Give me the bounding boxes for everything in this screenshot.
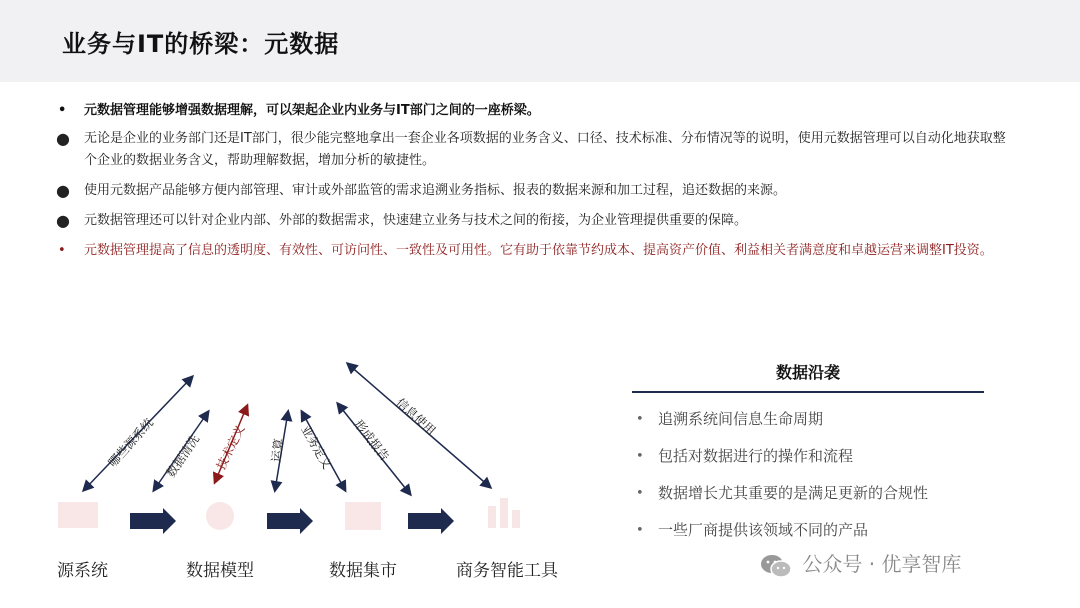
- label-info-use: 信息使用: [393, 395, 439, 439]
- bullet-text: 元数据管理提高了信息的透明度、有效性、可访问性、一致性及可用性。它有助于依靠节约成本、提高资产价值、利益相关者满意度和卓越运营来调整IT投资。: [84, 243, 993, 258]
- flow-arrow-1: [130, 508, 176, 534]
- source-system-icon: [58, 502, 98, 528]
- label-data-cleansing: 数据清洗: [163, 432, 203, 480]
- bullet-list: [58, 100, 1018, 270]
- panel-item: [632, 512, 984, 549]
- label-calculation: 运算: [268, 437, 287, 464]
- panel-item-text: 包括对数据进行的操作和流程: [658, 447, 854, 465]
- bullet-item: [58, 240, 1018, 262]
- panel-item-text: 一些厂商提供该领域不同的产品: [658, 521, 869, 539]
- lineage-panel: [632, 360, 984, 549]
- bullet-item: [58, 100, 1018, 122]
- bullet-marker: ●: [56, 211, 70, 230]
- stage-bi-tool: 商务智能工具: [456, 561, 558, 581]
- data-mart-icon: [345, 502, 381, 530]
- panel-item: [632, 475, 984, 512]
- panel-item: [632, 401, 984, 438]
- panel-item: [632, 438, 984, 475]
- bullet-marker: ●: [56, 129, 70, 148]
- bullet-item: [58, 210, 1018, 232]
- stage-data-model: 数据模型: [186, 561, 254, 581]
- watermark-text: 公众号 · 优享智库: [802, 552, 962, 576]
- stage-source-system: 源系统: [57, 561, 108, 581]
- bullet-text: 元数据管理能够增强数据理解，可以架起企业内业务与IT部门之间的一座桥梁。: [84, 103, 540, 118]
- bullet-text: 元数据管理还可以针对企业内部、外部的数据需求，快速建立业务与技术之间的衔接，为企业管理提供重要的保障。: [84, 213, 748, 228]
- label-tech-def: 技术定义: [213, 422, 248, 473]
- label-which-source: 哪些源系统: [105, 415, 157, 470]
- flow-arrow-3: [408, 508, 454, 534]
- watermark: [760, 548, 961, 579]
- panel-divider: [632, 391, 984, 393]
- bullet-text: 使用元数据产品能够方便内部管理、审计或外部监管的需求追溯业务指标、报表的数据来源和加工过程，追还数据的来源。: [84, 183, 787, 198]
- panel-bullet: •: [636, 523, 644, 538]
- panel-item-text: 数据增长尤其重要的是满足更新的合规性: [658, 484, 929, 502]
- bullet-text: 无论是企业的业务部门还是IT部门，很少能完整地拿出一套企业各项数据的业务含义、口径、技术标准、分布情况等的说明，使用元数据管理可以自动化地获取整个企业的数据业务含义，帮助理解数据，增加分析的敏捷性。: [84, 131, 1006, 168]
- lineage-diagram: [0, 330, 620, 608]
- stage-data-mart: 数据集市: [329, 561, 397, 581]
- label-business-def: 业务定义: [298, 423, 335, 472]
- bullet-item: [58, 128, 1018, 172]
- flow-arrow-2: [267, 508, 313, 534]
- wechat-icon: [760, 553, 792, 579]
- panel-item-text: 追溯系统间信息生命周期: [658, 410, 824, 428]
- bullet-item: [58, 180, 1018, 202]
- panel-bullet: •: [636, 449, 644, 464]
- bullet-marker: •: [58, 243, 66, 258]
- bi-tool-icon: [488, 498, 520, 528]
- data-model-icon: [206, 502, 234, 530]
- slide-header: [0, 0, 1080, 82]
- bullet-marker: ●: [56, 181, 70, 200]
- panel-title: 数据沿袭: [775, 363, 840, 382]
- label-report: 形成报告: [351, 417, 392, 464]
- slide-title: 业务与IT的桥梁：元数据: [62, 30, 340, 58]
- panel-bullet: •: [636, 486, 644, 501]
- panel-bullet: •: [636, 412, 644, 427]
- bullet-marker: •: [58, 103, 67, 118]
